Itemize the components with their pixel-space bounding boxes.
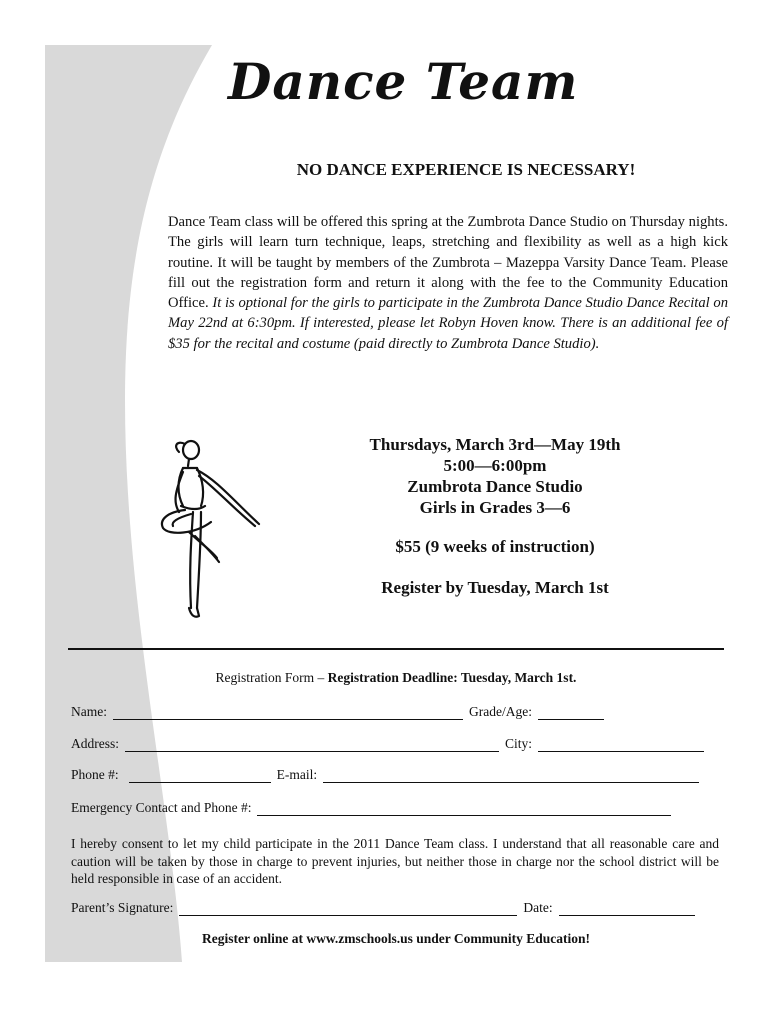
details-location: Zumbrota Dance Studio	[407, 477, 583, 496]
address-label: Address:	[71, 736, 119, 751]
date-label: Date:	[523, 900, 553, 915]
grade-label: Grade/Age:	[469, 704, 532, 719]
grade-field[interactable]	[538, 707, 604, 720]
phone-field[interactable]	[129, 770, 271, 783]
date-field[interactable]	[559, 903, 695, 916]
city-field[interactable]	[538, 739, 704, 752]
signature-row	[71, 900, 701, 916]
details-dates: Thursdays, March 3rd—May 19th	[369, 435, 621, 454]
emergency-label: Emergency Contact and Phone #:	[71, 800, 252, 815]
address-row	[71, 736, 710, 752]
signature-label: Parent’s Signature:	[71, 900, 174, 915]
signature-field[interactable]	[179, 903, 517, 916]
divider	[68, 648, 724, 650]
phone-label: Phone #:	[71, 767, 119, 782]
email-field[interactable]	[323, 770, 699, 783]
form-title	[68, 670, 724, 686]
dancer-illustration	[155, 432, 265, 622]
emergency-field[interactable]	[257, 803, 671, 816]
consent-text: I hereby consent to let my child participate in the 2011 Dance Team class. I understand that all reasonable care and caution will be taken by those in charge to prevent injuries, but neither those in charge nor the school district will be held responsible in case of an accident.	[71, 836, 719, 886]
form-deadline: Registration Deadline: Tuesday, March 1st.	[327, 670, 577, 685]
email-label: E-mail:	[276, 767, 318, 782]
details-price: $55 (9 weeks of instruction)	[395, 537, 595, 556]
city-label: City:	[505, 736, 533, 751]
details-register-by: Register by Tuesday, March 1st	[381, 578, 609, 597]
address-field[interactable]	[125, 739, 499, 752]
name-field[interactable]	[113, 707, 463, 720]
intro-paragraph	[168, 212, 728, 354]
details-grades: Girls in Grades 3—6	[419, 498, 571, 517]
intro-text: Dance Team class will be offered this spring at the Zumbrota Dance Studio on Thursday nights. The girls will learn turn technique, leaps, stretching and flexibility as well as a high kick routine. It will be taught by members of the Zumbrota – Mazeppa Varsity Dance Team. Please fill out the registration form and return it along with the fee to the Community Education Office.	[168, 214, 728, 312]
headline: NO DANCE EXPERIENCE IS NECESSARY!	[296, 160, 636, 179]
footer-note: Register online at www.zmschools.us under Community Education!	[201, 931, 591, 946]
details-time: 5:00—6:00pm	[443, 456, 547, 475]
emergency-row	[71, 800, 677, 816]
form-title-prefix: Registration Form –	[215, 670, 325, 685]
page-title: Dance Team	[228, 52, 579, 111]
name-row	[71, 704, 610, 720]
phone-row	[71, 767, 705, 783]
name-label: Name:	[71, 704, 107, 719]
intro-italic-text: It is optional for the girls to participate in the Zumbrota Dance Studio Dance Recital on May 22nd at 6:30pm. If interested, please let Robyn Hoven know. There is an additional fee of $35 for the recital and costume (paid directly to Zumbrota Dance Studio).	[168, 295, 728, 352]
